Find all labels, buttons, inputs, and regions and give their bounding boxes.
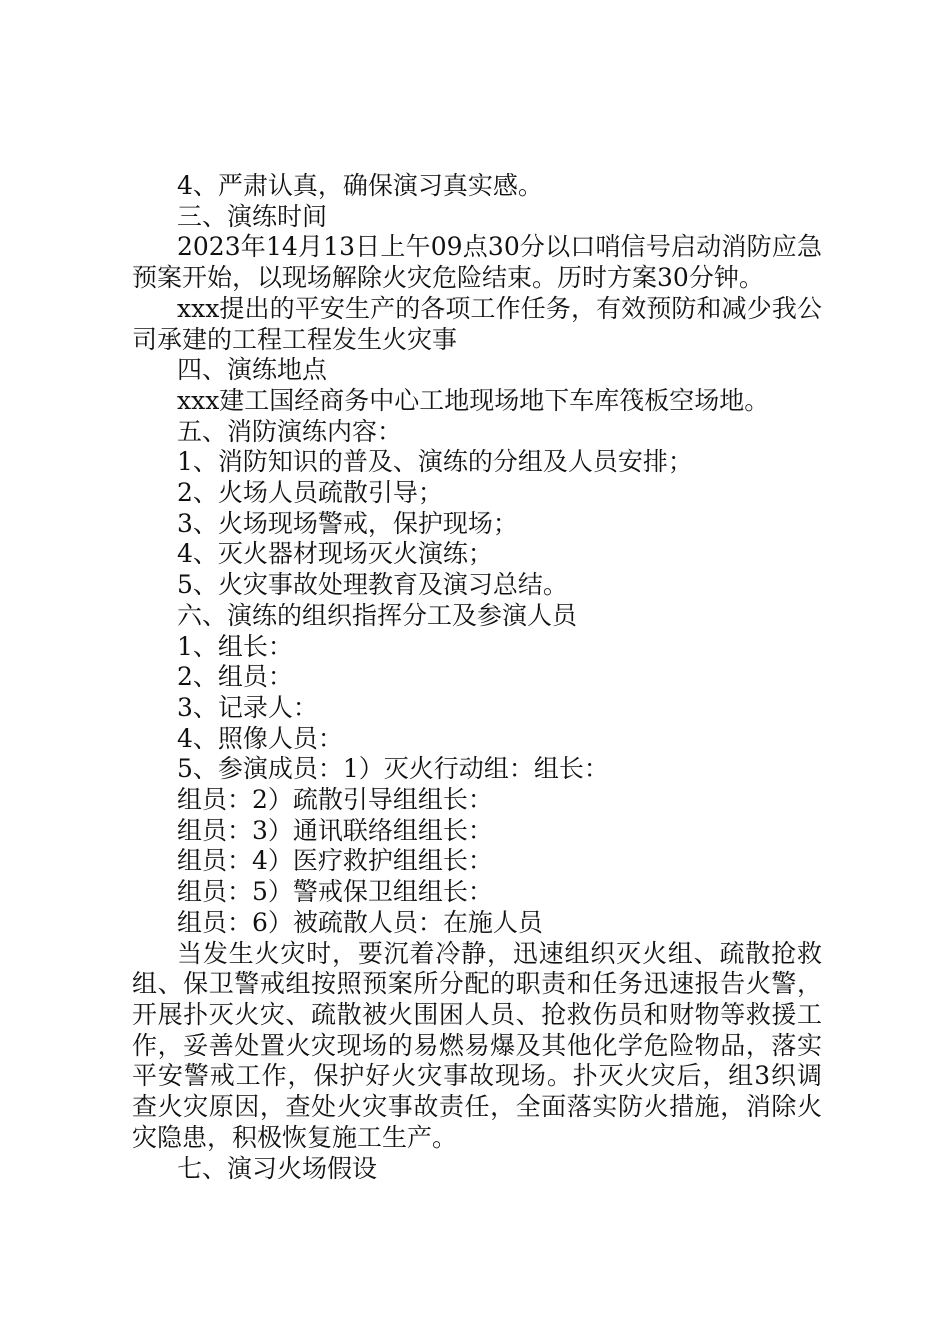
list-item: 4、灭火器材现场灭火演练； (177, 539, 493, 569)
list-item: 2、火场人员疏散引导； (177, 478, 443, 508)
list-item: 2、组员： (177, 662, 293, 692)
list-item: 4、照像人员： (177, 723, 343, 753)
paragraph-fire-response: 当发生火灾时，要沉着冷静，迅速组织灭火组、疏散抢救组、保卫警戒组按照预案所分配的职责和任务迅速报告火警，开展扑灭火灾、疏散被火围困人员、抢救伤员和财物等救援工作，妥善处置火灾现场的易燃易爆及其他化学危险物品，落实平安警戒工作，保护好火灾事故现场。扑灭火灾后，组3织调查火灾原因，查处火灾事故责任，全面落实防火措施，消除火灾隐患，积极恢复施工生产。 (132, 938, 822, 1152)
section-heading-scenario: 七、演习火场假设 (177, 1153, 378, 1183)
list-item: 组员：2）疏散引导组组长： (177, 785, 493, 815)
section-heading-location: 四、演练地点 (177, 355, 328, 385)
list-item: 3、记录人： (177, 692, 318, 722)
paragraph-safety-tasks: xxx提出的平安生产的各项工作任务，有效预防和减少我公司承建的工程工程发生火灾事 (132, 293, 822, 354)
list-item: 组员：6）被疏散人员：在施人员 (177, 907, 543, 937)
text-line: 4、严肃认真，确保演习真实感。 (177, 171, 543, 200)
list-item: 5、火灾事故处理教育及演习总结。 (177, 570, 568, 600)
section-heading-time: 三、演练时间 (177, 201, 328, 231)
list-item: 组员：4）医疗救护组组长： (177, 846, 493, 876)
document-body (132, 171, 822, 1184)
list-item: 5、参演成员：1）灭火行动组：组长： (177, 754, 609, 784)
list-item: 1、消防知识的普及、演练的分组及人员安排； (177, 447, 693, 477)
text-line: xxx建工国经商务中心工地现场地下车库筏板空场地。 (177, 385, 770, 415)
section-heading-content: 五、消防演练内容： (177, 416, 403, 446)
list-item: 3、火场现场警戒，保护现场； (177, 508, 518, 538)
list-item: 组员：5）警戒保卫组组长： (177, 877, 493, 907)
list-item: 组员：3）通讯联络组组长： (177, 815, 493, 845)
section-heading-organization: 六、演练的组织指挥分工及参演人员 (177, 600, 578, 630)
paragraph-drill-time: 2023年14月13日上午09点30分以口哨信号启动消防应急预案开始，以现场解除火灾危险结束。历时方案30分钟。 (132, 232, 822, 293)
list-item: 1、组长： (177, 631, 293, 661)
